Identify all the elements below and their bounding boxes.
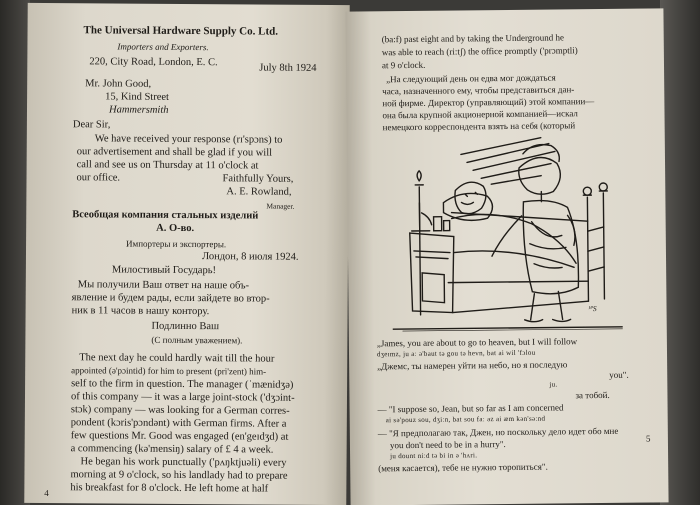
letter-body-line: our advertisement and shall be glad if you will [76, 146, 273, 159]
letter-signature: A. E. Rowland, [226, 186, 292, 198]
signer-title: Manager. [266, 201, 295, 211]
page-number-right: 5 [645, 433, 651, 444]
caption-line: ai sə'pouz sou, dʒiːn, bat sou faː əz ai æm kən'səːnd [385, 414, 546, 425]
ru-salutation: Милостивый Государь! [111, 264, 217, 277]
ru-subtitle: Импортеры и экспортеры. [126, 238, 227, 250]
story-line: of this company — it was a large joint-stock ('dʒɔint- [70, 391, 295, 404]
top-ru-line: ной фирме. Директор (управляющий) этой компании— [382, 96, 595, 109]
caption-line: „James, you are about to go to heaven, but I will follow [376, 336, 578, 349]
top-en-line: (ba:f) past eight and by taking the Underground he [381, 32, 565, 45]
ru-date: Лондон, 8 июля 1924. [201, 251, 299, 263]
letter-date: July 8th 1924 [259, 62, 317, 74]
page-number-left: 4 [44, 488, 49, 499]
letter-body-line: our office. [76, 172, 121, 184]
artist-signature: ᴴ'S [588, 304, 597, 314]
top-en-line: was able to reach (ri:tʃ) the office promptly ('prɔmptli) [381, 45, 578, 58]
top-ru-line: она была крупной акционерной компанией—искал [382, 108, 578, 121]
ru-closing: Подлинно Ваш [151, 320, 220, 333]
top-ru-line: часа, назначенного ему, чтобы представиться дан- [382, 84, 575, 97]
caption-line: ju dount niːd tə bi in ə 'hʌri. [390, 451, 478, 461]
company-address: 220, City Road, London, E. C. [89, 56, 218, 69]
top-ru-line: немецкого корреспондента взять на себя (который [382, 120, 576, 133]
ru-body-line: ник в 11 часов в нашу контору. [71, 305, 210, 318]
story-line: a commencing (kə'mensiŋ) salary of £ 4 a week. [70, 443, 274, 456]
top-ru-line: „На следующий день он едва мог дождаться [386, 72, 556, 85]
caption-line: за тобой. [575, 389, 610, 401]
caption-line: — "Я предполагаю так, Джен, но поскольку дело идет обо мне [377, 425, 619, 439]
ru-body-line: явление и будем рады, если зайдете во втор- [71, 292, 270, 305]
caption-line: dʒeɪmz, ju aː ə'baut tə gou tə hevn, bat ai wil 'fɔlou [376, 348, 536, 359]
caption-line: „Джемс, ты намерен уйти на небо, но я последую [377, 359, 568, 372]
story-line: pondent (kɔris'pɔndənt) with German firms. After a [70, 417, 287, 430]
story-line: stɔk) company — was looking for a German corres- [70, 404, 290, 417]
recipient-line-1: Mr. John Good, [85, 78, 152, 90]
story-line: few questions Mr. Good was engaged (en'geɪdʒd) at [70, 430, 289, 443]
top-en-line: at 9 o'clock. [381, 59, 426, 71]
letter-body-line: We have received your response (rɪ'spɔns) to [94, 133, 283, 146]
caption-line: you don't need to be in a hurry". [389, 439, 506, 451]
story-line: self to the firm in question. The manager (ˈmænidʒə) [71, 378, 294, 391]
caption-line: (меня касается), тебе не нужно торопиться". [378, 461, 548, 474]
recipient-line-3: Hammersmith [108, 104, 169, 116]
caption-line: ju. [549, 380, 558, 389]
ru-firm: А. О-во. [156, 222, 195, 235]
story-line: his breakfast for 8 o'clock. He left home at half [70, 482, 269, 495]
left-page [24, 3, 349, 505]
ru-body-line: Мы получили Ваш ответ на наше объ- [77, 279, 250, 292]
caption-line: — "I suppose so, Jean, but so far as I am concerned [377, 402, 564, 415]
ru-closing-2: (С полным уважением). [151, 334, 243, 346]
ru-company-name: Всеобщая компания стальных изделий [72, 209, 259, 222]
story-line: morning at 9 o'clock, so his landlady had to prepare [70, 469, 288, 482]
story-line: appointed (ə'pɔintid) for him to present (pri'zent) him- [71, 365, 267, 377]
recipient-line-2: 15, Kind Street [105, 91, 170, 103]
story-line: The next day he could hardly wait till the hour [79, 352, 275, 365]
right-page [345, 8, 668, 505]
story-line: He began his work punctually ('pʌŋktjuəli) every [80, 456, 287, 469]
company-name: The Universal Hardware Supply Co. Ltd. [83, 24, 279, 38]
letter-body-line: call and see us on Thursday at 11 o'clock at [76, 159, 259, 172]
letter-closing: Faithfully Yours, [222, 173, 294, 185]
company-subtitle: Importers and Exporters. [117, 41, 209, 53]
caption-line: you". [609, 369, 629, 380]
salutation: Dear Sir, [72, 119, 111, 131]
